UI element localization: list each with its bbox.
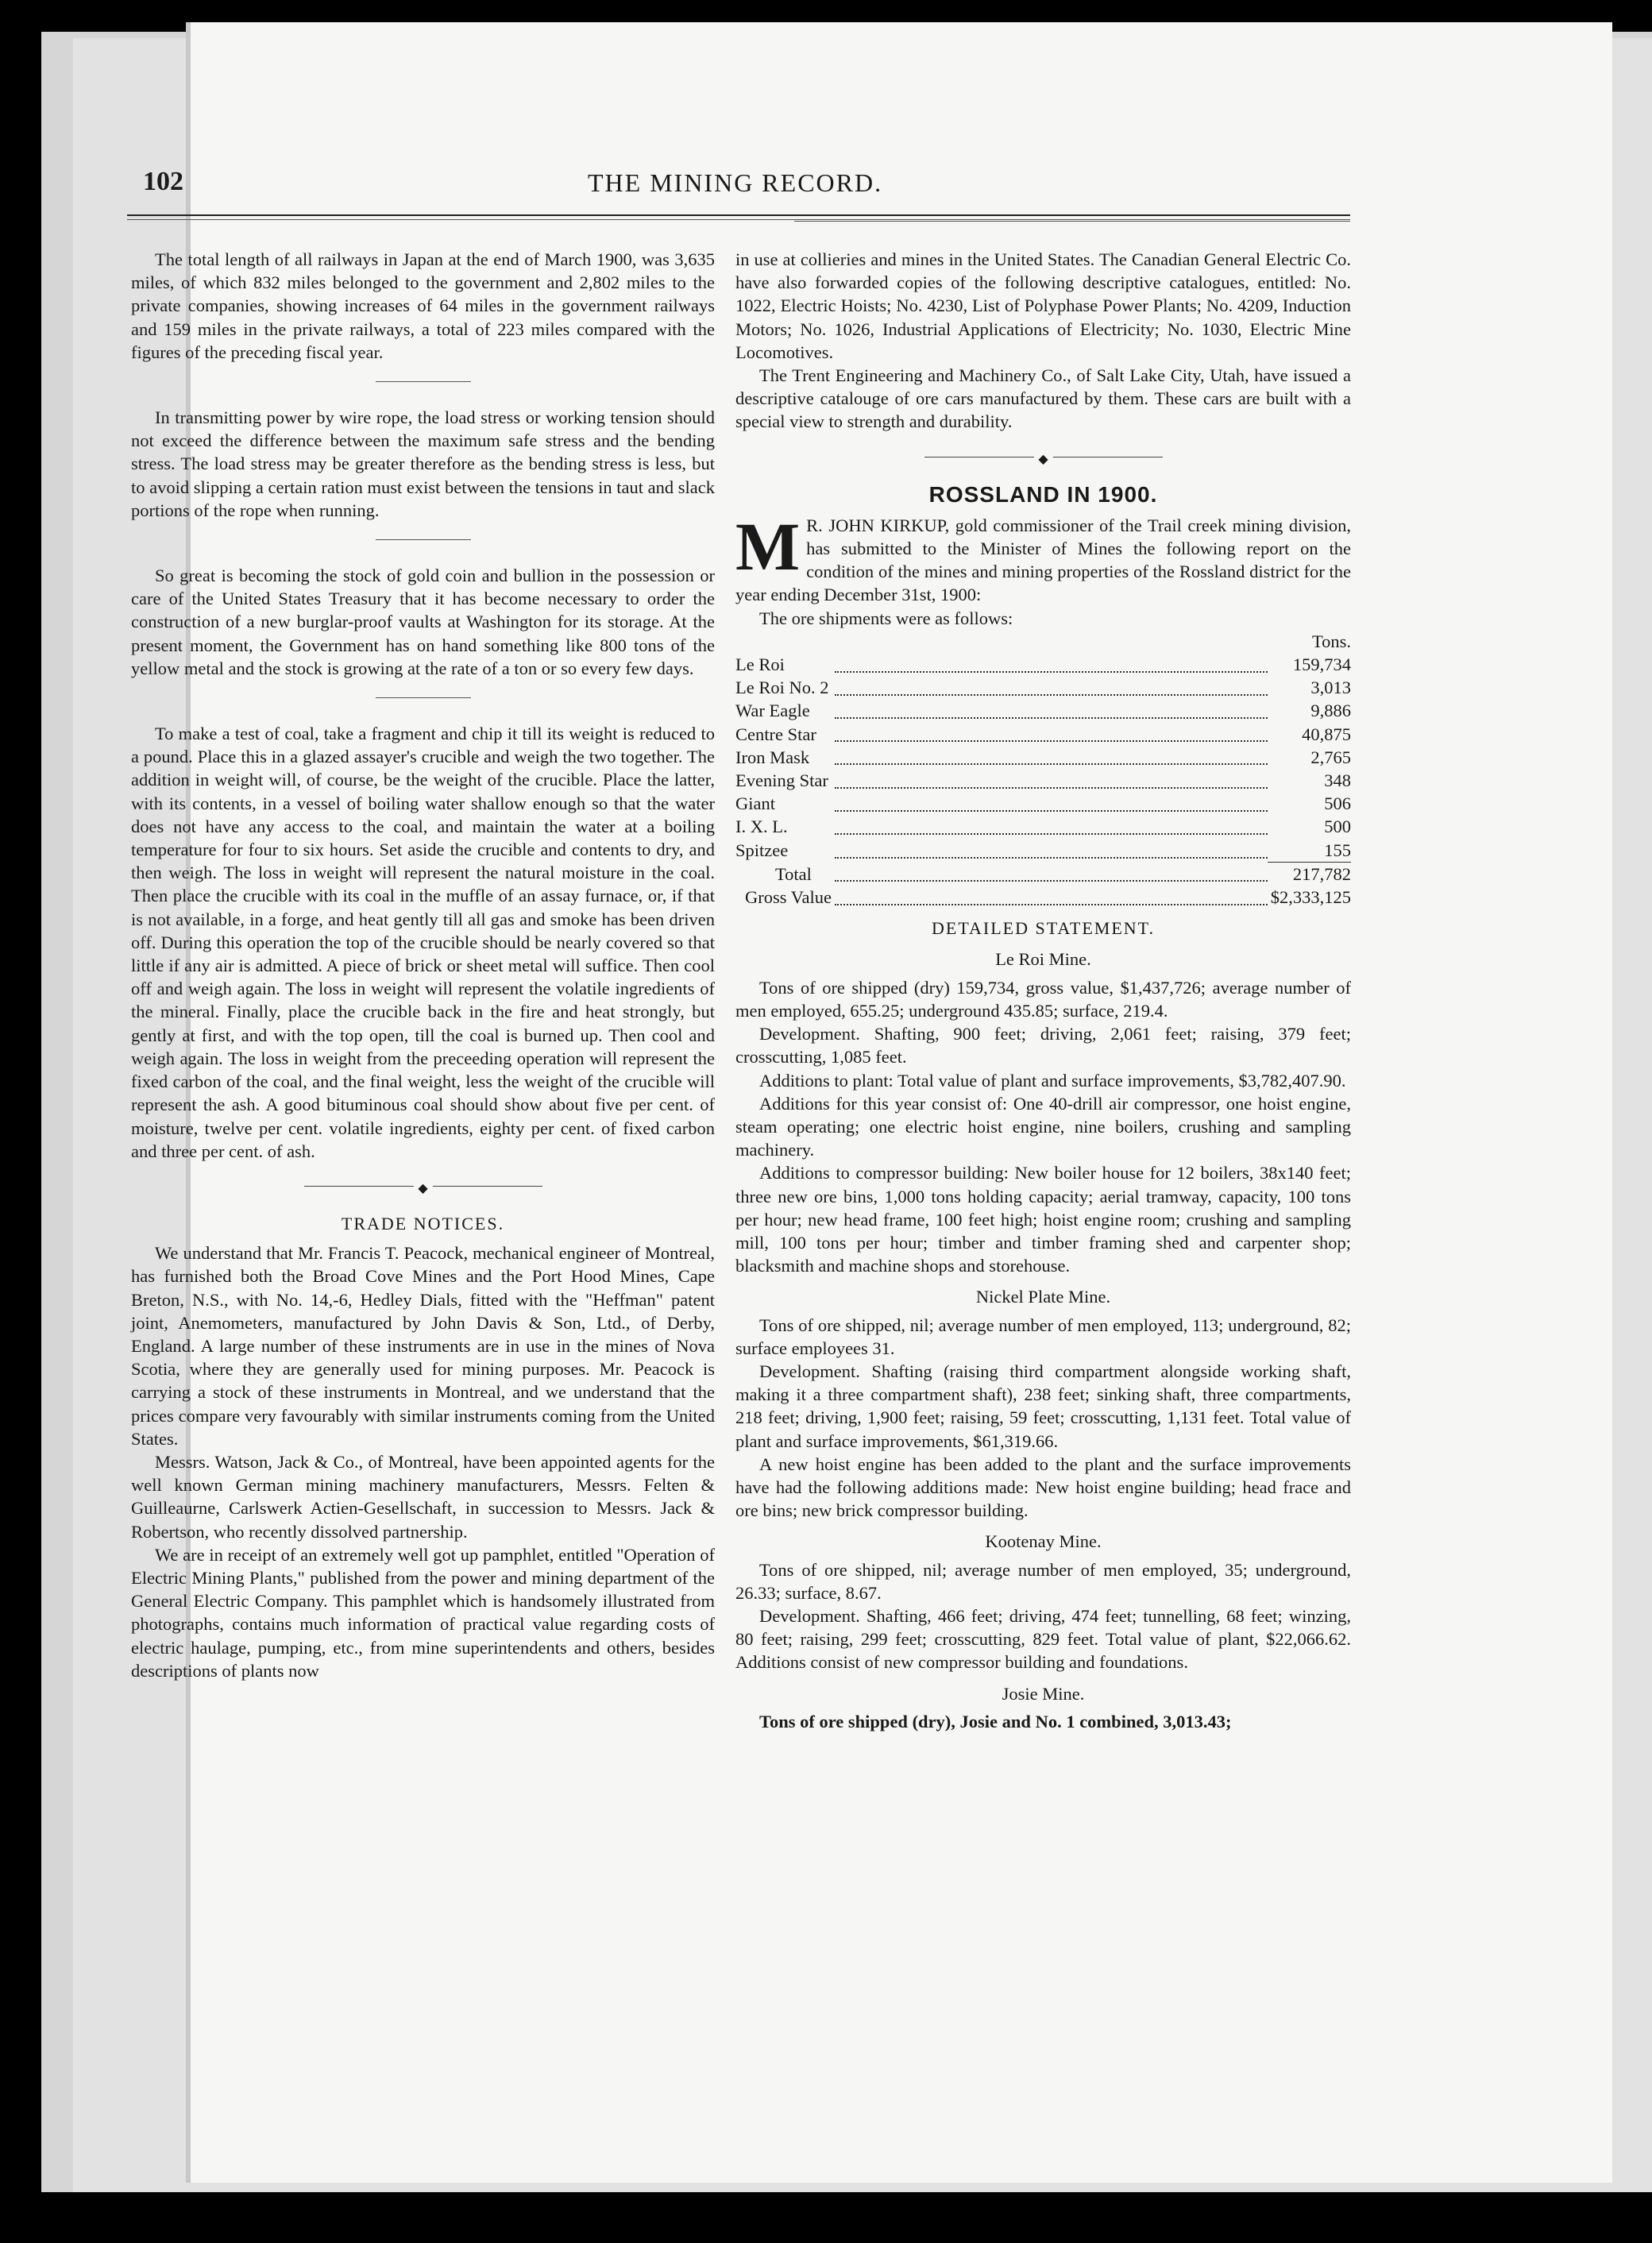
- mine-name: I. X. L.: [735, 817, 788, 837]
- paragraph-japan-railways: The total length of all railways in Japan at the end of March 1900, was 3,635 miles, of which 832 miles belonged to the government and 2,802 miles to the private companies, showing increases of 64 miles in the government railways and 159 miles in the private railways, a total of 223 miles compared with the figures of the preceding fiscal year.: [131, 249, 715, 362]
- mine-name: War Eagle: [735, 701, 810, 721]
- mine-name: Centre Star: [735, 724, 816, 744]
- ornament-separator: [304, 1180, 542, 1195]
- nickel-plate-paragraph: A new hoist engine has been added to the plant and the surface improvements have had the following additions made: New hoist engine building; head frace and ore bins; new brick compressor building.: [735, 1454, 1351, 1521]
- tons-value: 348: [1324, 770, 1351, 791]
- page-number: 102: [143, 167, 183, 196]
- total-label: Total: [775, 863, 812, 884]
- paragraph-pamphlet: We are in receipt of an extremely well got up pamphlet, entitled "Operation of Electric Mining Plants," published from the power and mining department of the General Electric Company. This pamphlet which is handsomely illustrated from photographs, contains much information of practical value regarding costs of electric haulage, pumping, etc., from mine superintendents and others, besides descriptions of plants now: [131, 1544, 715, 1681]
- kootenay-paragraph: Development. Shafting, 466 feet; driving, 474 feet; tunnelling, 68 feet; winzing, 80 feet; raising, 299 feet; crosscutting, 829 feet. Total value of plant, $22,066.62. Additions consist of new compressor building and foundations.: [735, 1605, 1351, 1673]
- nickel-plate-mine-heading: Nickel Plate Mine.: [975, 1287, 1111, 1307]
- right-column: [735, 248, 1351, 1733]
- kootenay-mine-heading: Kootenay Mine.: [985, 1531, 1102, 1552]
- mine-name: Le Roi No. 2: [735, 678, 829, 698]
- tons-value: 2,765: [1310, 747, 1351, 767]
- table-row: [735, 723, 1351, 746]
- mine-name: Giant: [735, 793, 775, 814]
- paragraph-ge-catalogues: in use at collieries and mines in the United States. The Canadian General Electric Co. have also forwarded copies of the following descriptive catalogues, entitled: No. 1022, Electric Hoists; No. 4230, List of Polyphase Power Plants; No. 4209, Induction Motors; No. 1026, Industrial Applications of Electricity; No. 1030, Electric Mine Locomotives.: [735, 249, 1351, 362]
- tons-value: 40,875: [1302, 724, 1351, 744]
- page-header: [143, 157, 1350, 205]
- table-row: [735, 746, 1351, 769]
- kootenay-paragraph: Tons of ore shipped, nil; average number of men employed, 35; underground, 26.33; surface, 8.67.: [735, 1559, 1351, 1603]
- tons-value: 500: [1324, 817, 1351, 837]
- header-rule-secondary: [794, 221, 1350, 222]
- table-row: [735, 815, 1351, 838]
- ore-intro: The ore shipments were as follows:: [759, 608, 1013, 628]
- separator-rule: [376, 697, 471, 698]
- separator-rule: [376, 381, 471, 382]
- mine-name: Evening Star: [735, 770, 828, 791]
- tons-value: 9,886: [1310, 701, 1351, 721]
- tons-value: 506: [1324, 793, 1351, 814]
- paragraph-peacock: We understand that Mr. Francis T. Peacock, mechanical engineer of Montreal, has furnished both the Broad Cove Mines and the Port Hood Mines, Cape Breton, N.S., with No. 14,-6, Hedley Dials, fitted with the "Heffman" patent joint, Anemometers, manufactured by John Davis & Son, Ltd., of Derby, England. A large number of these instruments are in use in the mines of Nova Scotia, where they are generally used for mining purposes. Mr. Peacock is carrying a stock of these instruments in Montreal, and we understand that the prices compare very favourably with similar instruments coming from the United States.: [131, 1243, 715, 1449]
- left-column: [131, 248, 715, 1682]
- josie-paragraph: Tons of ore shipped (dry), Josie and No. 1 combined, 3,013.43;: [759, 1711, 1232, 1731]
- mine-name: Spitzee: [735, 840, 789, 860]
- drop-cap: M: [735, 508, 801, 585]
- detailed-statement-heading: DETAILED STATEMENT.: [932, 918, 1155, 939]
- tons-column-header: Tons.: [1311, 631, 1351, 651]
- table-row: [735, 839, 1351, 863]
- le-roi-paragraph: Additions for this year consist of: One 40-drill air compressor, one hoist engine, steam operating; one electric hoist engine, nine boilers, crushing and sampling machinery.: [735, 1093, 1351, 1160]
- ornament-separator: [924, 451, 1163, 466]
- gross-value-label: Gross Value: [745, 887, 832, 908]
- mine-name: Iron Mask: [735, 747, 810, 767]
- le-roi-mine-heading: Le Roi Mine.: [995, 949, 1091, 970]
- diamond-ornament-icon: ◆: [413, 1177, 432, 1200]
- total-value: 217,782: [1268, 862, 1351, 886]
- nickel-plate-paragraph: Tons of ore shipped, nil; average number of men employed, 113; underground, 82; surface employees 31.: [735, 1315, 1351, 1358]
- table-row: [735, 653, 1351, 676]
- paragraph-coal-test: To make a test of coal, take a fragment and chip it till its weight is reduced to a pound. Place this in a glazed assayer's crucible and weigh the two together. The addition in weight will, of course, be the weight of the crucible. Place the latter, with its contents, in a vessel of boiling water shallow enough so that the water does not have any access to the coal, and maintain the water at a boiling temperature for four to six hours. Set aside the crucible and contents to dry, and then weigh. The loss in weight will represent the natural moisture in the coal. Then place the crucible with its coal in the muffle of an assay furnace, or, if that is not available, in a forge, and heat gently till all gas and smoke has been driven off. During this operation the top of the crucible should be nearly covered so that little if any air is admitted. A piece of brick or sheet metal will suffice. Then cool off and weigh again. The loss in weight will represent the volatile ingredients of the mineral. Finally, place the crucible back in the fire and heat strongly, but gently at first, and with the top open, till the coal is burned up. Then cool and weigh again. The loss in weight from the preceeding operation will represent the fixed carbon of the coal, and the final weight, less the weight of the crucible will represent the ash. A good bituminous coal should show about five per cent. of moisture, twelve per cent. volatile ingredients, eighty per cent. of fixed carbon and three per cent. of ash.: [131, 724, 715, 1161]
- header-rule: [127, 214, 1350, 220]
- tons-value: 3,013: [1310, 678, 1351, 698]
- table-row-gross: [735, 886, 1351, 909]
- nickel-plate-paragraph: Development. Shafting (raising third compartment alongside working shaft, making it a three compartment shaft), 238 feet; sinking shaft, three compartments, 218 feet; driving, 1,900 feet; raising, 59 feet; crosscutting, 1,131 feet. Total value of plant and surface improvements, $61,319.66.: [735, 1361, 1351, 1451]
- table-row: [735, 769, 1351, 792]
- intro-text: R. JOHN KIRKUP, gold commissioner of the Trail creek mining division, has submitted to the Minister of Mines the following report on the condition of the mines and mining properties of the Rossland district for the year ending December 31st, 1900:: [735, 515, 1351, 605]
- tons-value: 159,734: [1292, 654, 1351, 675]
- table-row: [735, 792, 1351, 815]
- le-roi-paragraph: Development. Shafting, 900 feet; driving, 2,061 feet; raising, 379 feet; crosscutting, 1,085 feet.: [735, 1024, 1351, 1067]
- diamond-ornament-icon: ◆: [1033, 448, 1052, 471]
- le-roi-paragraph: Tons of ore shipped (dry) 159,734, gross value, $1,437,726; average number of men employed, 655.25; underground 435.85; surface, 219.4.: [735, 977, 1351, 1021]
- mine-name: Le Roi: [735, 654, 785, 675]
- ore-shipments-table: [735, 630, 1351, 909]
- paragraph-gold-stock: So great is becoming the stock of gold coin and bullion in the possession or care of the United States Treasury that it has become necessary to order the construction of a new burglar-proof vaults at Washington for its storage. At the present moment, the Government has on hand something like 800 tons of the yellow metal and the stock is growing at the rate of a ton or so every few days.: [131, 566, 715, 678]
- trade-notices-heading: TRADE NOTICES.: [341, 1213, 505, 1233]
- journal-title: THE MINING RECORD.: [588, 168, 883, 197]
- paragraph-trent-engineering: The Trent Engineering and Machinery Co., of Salt Lake City, Utah, have issued a descriptive catalouge of ore cars manufactured by them. These cars are built with a special view to strength and durability.: [735, 365, 1351, 432]
- le-roi-paragraph: Additions to compressor building: New boiler house for 12 boilers, 38x140 feet; three new ore bins, 1,000 tons holding capacity; aerial tramway, capacity, 100 tons per hour; new head frame, 100 feet high; hoist engine room; crushing and sampling mill, 100 tons per hour; timber and timber framing shed and carpenter shop; blacksmith and machine shops and storehouse.: [735, 1163, 1351, 1276]
- le-roi-paragraph: Additions to plant: Total value of plant and surface improvements, $3,782,407.90.: [759, 1070, 1346, 1091]
- josie-mine-heading: Josie Mine.: [1002, 1683, 1085, 1704]
- table-row: [735, 676, 1351, 699]
- table-row: [735, 699, 1351, 722]
- table-row-total: [735, 862, 1351, 886]
- separator-rule: [376, 539, 471, 540]
- article-title: ROSSLAND IN 1900.: [928, 481, 1158, 507]
- tons-value: 155: [1324, 840, 1351, 860]
- paragraph-wire-rope: In transmitting power by wire rope, the load stress or working tension should not exceed the difference between the maximum safe stress and the bending stress. The load stress may be greater therefore as the bending stress is less, but to avoid slipping a certain ration must exist between the tensions in taut and slack portions of the rope when running.: [131, 407, 715, 520]
- paragraph-watson-jack: Messrs. Watson, Jack & Co., of Montreal, have been appointed agents for the well known German mining machinery manufacturers, Messrs. Felten & Guilleaurne, Carlswerk Actien-Gesellschaft, in succession to Messrs. Jack & Robertson, who recently dissolved partnership.: [131, 1451, 715, 1542]
- gross-value: $2,333,125: [1270, 887, 1351, 908]
- intro-paragraph: [735, 508, 1351, 607]
